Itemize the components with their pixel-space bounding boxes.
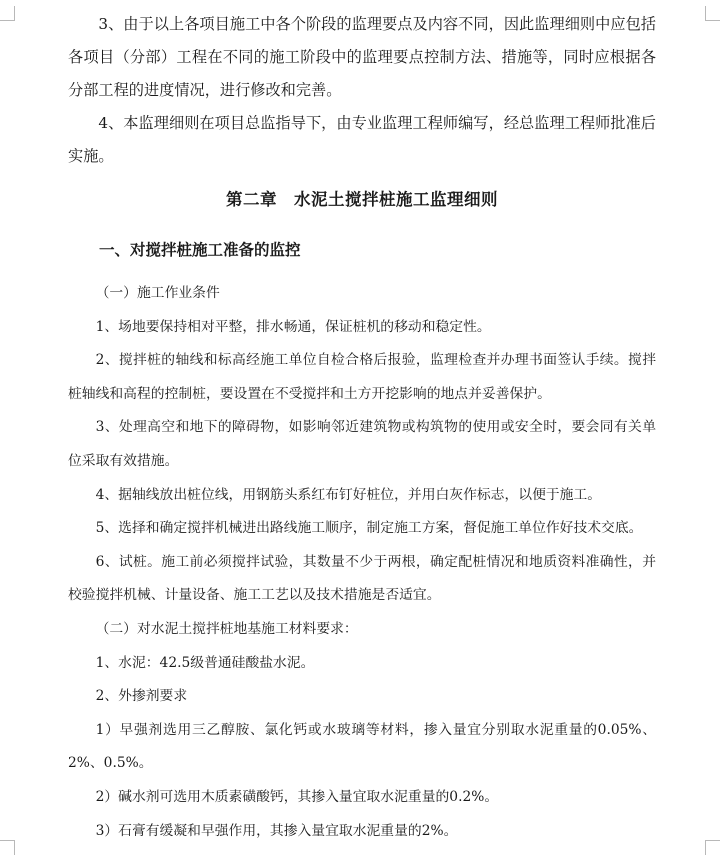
chapter-title: 第二章 水泥土搅拌桩施工监理细则 [226, 190, 498, 209]
list-item: 5、选择和确定搅拌机械进出路线施工顺序，制定施工方案，督促施工单位作好技术交底。 [95, 520, 643, 537]
intro-paragraph-3: 3、由于以上各项目施工中各个阶段的监理要点及内容不同，因此监理细则中应包括各项目（分部）工程在不同的施工阶段中的监理要点控制方法、措施等，同时应根据各分部工程的进度情况，进行修改和完善。 [68, 15, 656, 99]
subsection-heading-materials: （二）对水泥土搅拌桩地基施工材料要求： [95, 620, 358, 637]
list-item: 1、水泥：42.5级普通硅酸盐水泥。 [95, 654, 315, 671]
page-corner-mark-bottom-right [705, 840, 720, 855]
document-body [68, 8, 656, 848]
list-item: 1）早强剂选用三乙醇胺、氯化钙或水玻璃等材料，掺入量宜分别取水泥重量的0.05%、2%、0.5%。 [68, 721, 656, 772]
list-item: 1、场地要保持相对平整，排水畅通，保证桩机的移动和稳定性。 [95, 318, 491, 335]
section-title: 一、对搅拌桩施工准备的监控 [99, 241, 301, 259]
list-item: 4、据轴线放出桩位线，用钢筋头系红布钉好桩位，并用白灰作标志，以便于施工。 [95, 486, 602, 503]
list-item: 3、处理高空和地下的障碍物，如影响邻近建筑物或构筑物的使用或安全时，要会同有关单位采取有效措施。 [68, 419, 656, 469]
subsection-heading-conditions: （一）施工作业条件 [95, 285, 220, 301]
list-item: 6、试桩。施工前必须搅拌试验，其数量不少于两根，确定配桩情况和地质资料准确性，并校验搅拌机械、计量设备、施工工艺以及技术措施是否适宜。 [68, 553, 656, 604]
list-item: 2、搅拌桩的轴线和标高经施工单位自检合格后报验，监理检查并办理书面签认手续。搅拌桩轴线和高程的控制桩，要设置在不受搅拌和土方开挖影响的地点并妥善保护。 [68, 352, 656, 402]
list-item: 3）石膏有缓凝和早强作用，其掺入量宜取水泥重量的2%。 [95, 822, 458, 839]
intro-paragraph-4: 4、本监理细则在项目总监指导下，由专业监理工程师编写，经总监理工程师批准后实施。 [68, 114, 656, 165]
list-item: 2）碱水剂可选用木质素磺酸钙，其掺入量宜取水泥重量的0.2%。 [95, 788, 499, 805]
page-corner-mark-top-left [0, 6, 15, 21]
page-corner-mark-bottom-left [0, 840, 15, 855]
list-item: 2、外掺剂要求 [95, 688, 188, 705]
page-corner-mark-top-right [705, 6, 720, 21]
